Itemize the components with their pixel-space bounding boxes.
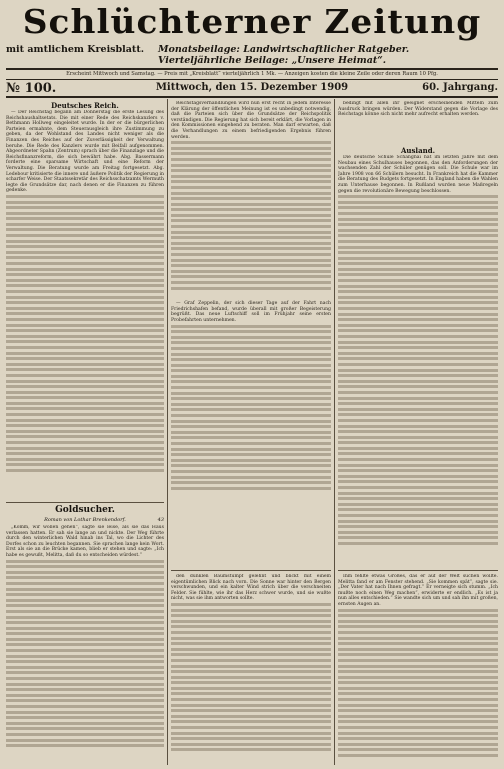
- issue-rule: [6, 96, 498, 98]
- feuilleton-rule-3: [338, 570, 498, 571]
- feuilleton-byline: Roman von Lothar Brenkendorf. 43: [44, 517, 164, 523]
- article-continued-text-2: [171, 141, 331, 301]
- section-heading-deutsches-reich: Deutsches Reich.: [51, 101, 119, 110]
- supplements: [158, 44, 409, 66]
- article-ausland: Die deutsche Schule Schanghai hat im letzten Jahre mit dem Neubau eines Schulhauses begonnen, das den Anforderungen der wachsenden Zahl der Schüler genügen soll. Die Schule war im Jahre 1908 von 66 Schülern besucht. In Frankreich hat die Kammer die Beratung des Budgets fortgesetzt. In England haben die Wahlen zum Unterhause begonnen. In Rußland wurden neue Maßregeln gegen die revolutionäre Bewegung beschlossen.: [338, 155, 498, 194]
- masthead-rule: [6, 68, 498, 70]
- article-reichstag-end: bedingt mit allen ihr geeignet erscheinenden Mitteln zum Ausdruck bringen würden. Der Widerstand gegen die Vorlage des Reichstags könne sich nicht mehr aufrecht erhalten werden.: [338, 101, 498, 118]
- column-1-top: [6, 110, 164, 500]
- column-3-mid: [338, 155, 498, 569]
- feuilleton-rule-2: [171, 570, 331, 571]
- issue-number: № 100.: [6, 81, 57, 96]
- newspaper-title: Schlüchterner Zeitung: [22, 2, 482, 41]
- feuilleton-title: Goldsucher.: [55, 505, 115, 515]
- subtitle-kreisblatt: mit amtlichem Kreisblatt.: [6, 44, 145, 55]
- supplement-quarterly: Vierteljährliche Beilage: „Unsere Heimat“.: [158, 55, 387, 66]
- column-1-bottom: [6, 525, 164, 765]
- article-continued-text: [6, 195, 164, 495]
- issue-line: [6, 81, 498, 95]
- feuilleton-rule: [6, 502, 164, 503]
- article-continued-text-3: [171, 325, 331, 505]
- column-3-top: [338, 101, 498, 141]
- article-continued-text-4: [338, 195, 498, 555]
- feuilleton-text-2: den dunklen Baumstumpf gelehnt und blickt mit einem eigentümlichen Blick nach vorn. Die Sonne war hinter den Bergen verschwunden, und ein kalter Wind strich über die verschneiten Felder. Sie fühlte, wie ihr das Herz schwer wurde, und sie wußte nicht, was sie ihm antworten sollte.: [171, 574, 331, 602]
- feuilleton-continued-text-3: [338, 609, 498, 765]
- feuilleton-text: „Komm, wir wollen gehen“, sagte sie leise, als sie das Haus verlassen hatten. Er sah sie lange an und nickte. Der Weg führte durch den winterlichen Wald hinab ins Tal, wo die Lichter des Dorfes schon zu leuchten begannen. Sie sprachen lange kein Wort. Erst als sie an die Brücke kamen, blieb er stehen und sagte: „Ich habe es gewußt, Melitta, daß du so entscheiden würdest.“: [6, 525, 164, 558]
- article-reichstag-continued: Reichstagsverhandlungen wird nun erst recht in jedem Interesse der Klärung der öffentlichen Meinung ist es unbedingt notwendig, daß die Parteien sich über die Grundsätze der Reichspolitik verständigen. Die Regierung hat sich bereit erklärt, die Vorlagen in den Kommissionen eingehend zu beraten. Man darf erwarten, daß die Verhandlungen zu einem befriedigenden Ergebnis führen werden.: [171, 101, 331, 140]
- column-2-top: [171, 101, 331, 569]
- column-divider-1: [167, 99, 168, 765]
- subscription-notice: Erscheint Mittwoch und Samstag. — Preis mit „Kreisblatt“ vierteljährlich 1 Mk. — Anzeigen kosten die kleine Zeile oder deren Raum 10 Pfg.: [66, 71, 438, 77]
- column-3-bottom: [338, 574, 498, 765]
- issue-date: Mittwoch, den 15. Dezember 1909: [155, 82, 349, 93]
- column-2-bottom: [171, 574, 331, 765]
- column-divider-2: [334, 99, 335, 765]
- supplement-monthly: Monatsbeilage: Landwirtschaftlicher Ratgeber.: [158, 44, 410, 55]
- feuilleton-text-3: Ihm fehlte etwas Großes, das er auf der Welt suchen wollte. Melitta fand er am Fenster stehend. „Sie kommen spät“, sagte sie. „Der Vater hat nach Ihnen gefragt.“ Er verneigte sich stumm. „Ich mußte noch einen Weg machen“, erwiderte er endlich. „Es ist ja nun alles entschieden.“ Sie wandte sich um und sah ihn mit großen, ernsten Augen an.: [338, 574, 498, 607]
- section-heading-ausland: Ausland.: [400, 146, 436, 155]
- notice-rule: [6, 79, 498, 80]
- feuilleton-continued-text-2: [171, 603, 331, 763]
- article-zeppelin: — Graf Zeppelin, der sich dieser Tage auf der Fahrt nach Friedrichshafen befand, wurde überall mit großer Begeisterung begrüßt. Das neue Luftschiff soll im Frühjahr seine ersten Probefahrten unternehmen.: [171, 301, 331, 323]
- feuilleton-continued-text: [6, 560, 164, 760]
- article-reichstag: — Der Reichstag begann am Donnerstag die erste Lesung des Reichshaushaltsetats. Die mit einer Rede des Reichskanzlers v. Bethmann Hollweg eingeleitet wurde. In der er die bürgerlichen Parteien ermahnte, dem Steuerausgleich ihre Zustimmung zu geben, da der Wohlstand des Landes nicht weniger als die Finanzen des Reiches auf der Zuverlässigkeit der Verwaltung beruhe. Die Rede des Kanzlers wurde mit Beifall aufgenommen. Abgeordneter Spahn (Zentrum) sprach über die Finanzlage und die Reichsfinanzreform, die sich bewährt habe. Abg. Bassermann forderte eine sparsame Wirtschaft und eine Reform der Verwaltung. Die Beratung wurde am Freitag fortgesetzt. Abg. Ledebour kritisierte die innere und äußere Politik der Regierung in scharfer Weise. Der Staatssekretär des Reichsschatzamts Wermuth legte die Grundsätze dar, nach denen er die Finanzen zu führen gedenke.: [6, 110, 164, 194]
- issue-volume: 60. Jahrgang.: [422, 82, 498, 93]
